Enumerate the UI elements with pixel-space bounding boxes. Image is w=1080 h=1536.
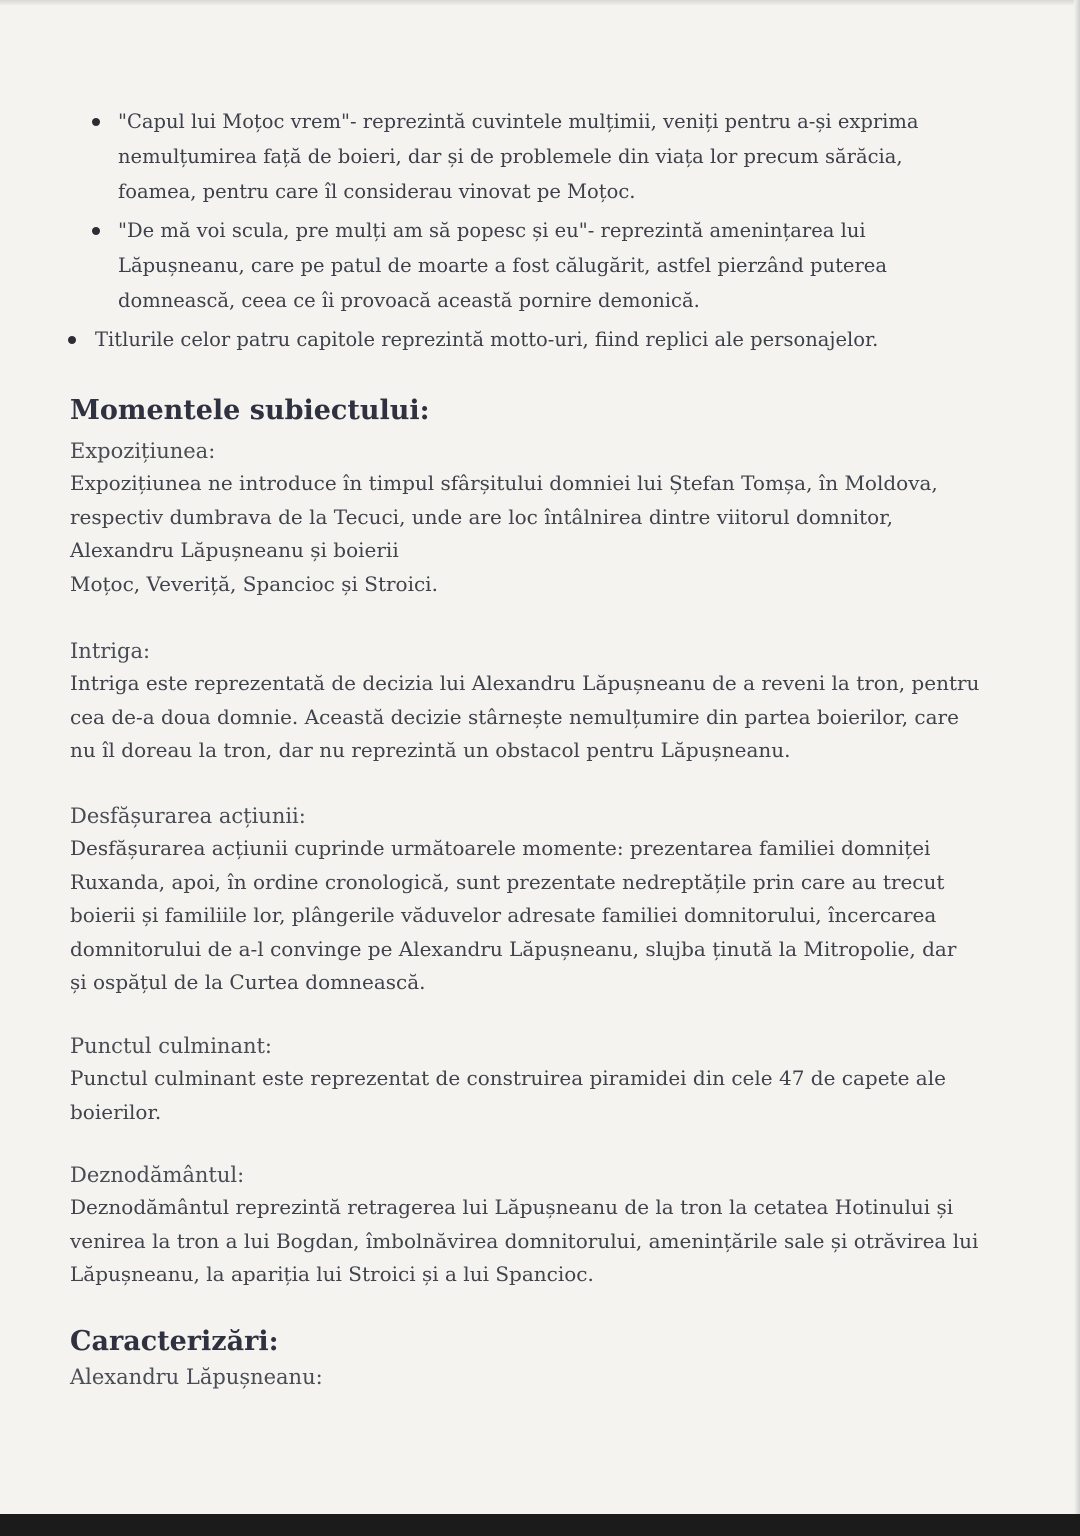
desfasurarea-paragraph [70, 832, 1010, 1000]
bullet-dot-icon [68, 336, 76, 344]
paragraph-line: Punctul culminant este reprezentat de construirea piramidei din cele 47 de capete ale [70, 1066, 946, 1090]
bullet-line: Lăpușneanu, care pe patul de moarte a fost călugărit, astfel pierzând puterea [118, 254, 887, 277]
paragraph-line: boierii și familiile lor, plângerile văduvelor adresate familiei domnitorului, încercarea [70, 903, 937, 927]
bullet-line: nemulțumirea față de boieri, dar și de problemele din viața lor precum sărăcia, [118, 145, 903, 168]
bullet-capul-lui-motoc [60, 104, 980, 209]
intriga-paragraph [70, 667, 1010, 768]
paragraph-line: Moțoc, Veveriță, Spancioc și Stroici. [70, 571, 438, 596]
bullet-line: "Capul lui Moțoc vrem"- reprezintă cuvintele mulțimii, veniți pentru a-și exprima [118, 110, 919, 133]
bullet-line: "De mă voi scula, pre mulți am să popesc și eu"- reprezintă amenințarea lui [118, 219, 866, 242]
paper-right-edge [1074, 0, 1080, 1536]
quotes-bullet-list [60, 104, 980, 357]
expozitiunea-label: Expozițiunea: [70, 439, 216, 463]
paragraph-line: Alexandru Lăpușneanu și boierii [70, 538, 399, 562]
paper-top-edge [0, 0, 1080, 6]
paragraph-line: cea de-a doua domnie. Această decizie stârnește nemulțumire din partea boierilor, care [70, 704, 959, 729]
paragraph-line: Deznodământul reprezintă retragerea lui Lăpușneanu de la tron la cetatea Hotinului și [70, 1195, 954, 1219]
paper-bottom-edge [0, 1514, 1080, 1536]
bullet-line: foamea, pentru care îl considerau vinovat pe Moțoc. [118, 180, 636, 203]
intriga-label: Intriga: [70, 639, 151, 663]
expozitiunea-paragraph [70, 467, 1010, 601]
paragraph-line: domnitorului de a-l convinge pe Alexandru Lăpușneanu, slujba ținută la Mitropolie, dar [70, 936, 957, 961]
paragraph-line: Intriga este reprezentată de decizia lui Alexandru Lăpușneanu de a reveni la tron, pentru [70, 671, 980, 695]
momentele-heading: Momentele subiectului: [70, 395, 430, 426]
deznodamantul-paragraph [70, 1191, 1010, 1292]
paragraph-line: Expozițiunea ne introduce în timpul sfârșitului domniei lui Ștefan Tomșa, în Moldova, [70, 471, 938, 495]
bullet-de-ma-voi-scula [60, 213, 980, 318]
bullet-line: Titlurile celor patru capitole reprezintă motto-uri, fiind replici ale personajelor. [95, 328, 879, 351]
desfasurarea-label: Desfășurarea acțiunii: [70, 804, 306, 828]
deznodamantul-label: Deznodământul: [70, 1163, 245, 1187]
bullet-dot-icon [92, 227, 100, 235]
paragraph-line: venirea la tron a lui Bogdan, îmbolnăvirea domnitorului, amenințările sale și otrăvirea lui [70, 1228, 979, 1253]
punctul-culminant-paragraph [70, 1062, 1010, 1129]
paragraph-line: Desfășurarea acțiunii cuprinde următoarele momente: prezentarea familiei domniței [70, 836, 931, 860]
paragraph-line: Lăpușneanu, la apariția lui Stroici și a lui Spancioc. [70, 1262, 594, 1286]
paragraph-line: nu îl doreau la tron, dar nu reprezintă un obstacol pentru Lăpușneanu. [70, 738, 791, 762]
punctul-culminant-label: Punctul culminant: [70, 1034, 273, 1058]
bullet-titlurile-capitole [60, 322, 980, 357]
caracterizare-subject-label: Alexandru Lăpușneanu: [70, 1365, 323, 1389]
bullet-line: domnească, ceea ce îi provoacă această pornire demonică. [118, 289, 700, 312]
paragraph-line: boierilor. [70, 1099, 162, 1124]
paragraph-line: și ospățul de la Curtea domnească. [70, 970, 426, 994]
paragraph-line: respectiv dumbrava de la Tecuci, unde are loc întâlnirea dintre viitorul domnitor, [70, 504, 893, 529]
bullet-dot-icon [92, 118, 100, 126]
paragraph-line: Ruxanda, apoi, în ordine cronologică, sunt prezentate nedreptățile prin care au trecut [70, 869, 945, 894]
caracterizari-heading: Caracterizări: [70, 1326, 279, 1357]
